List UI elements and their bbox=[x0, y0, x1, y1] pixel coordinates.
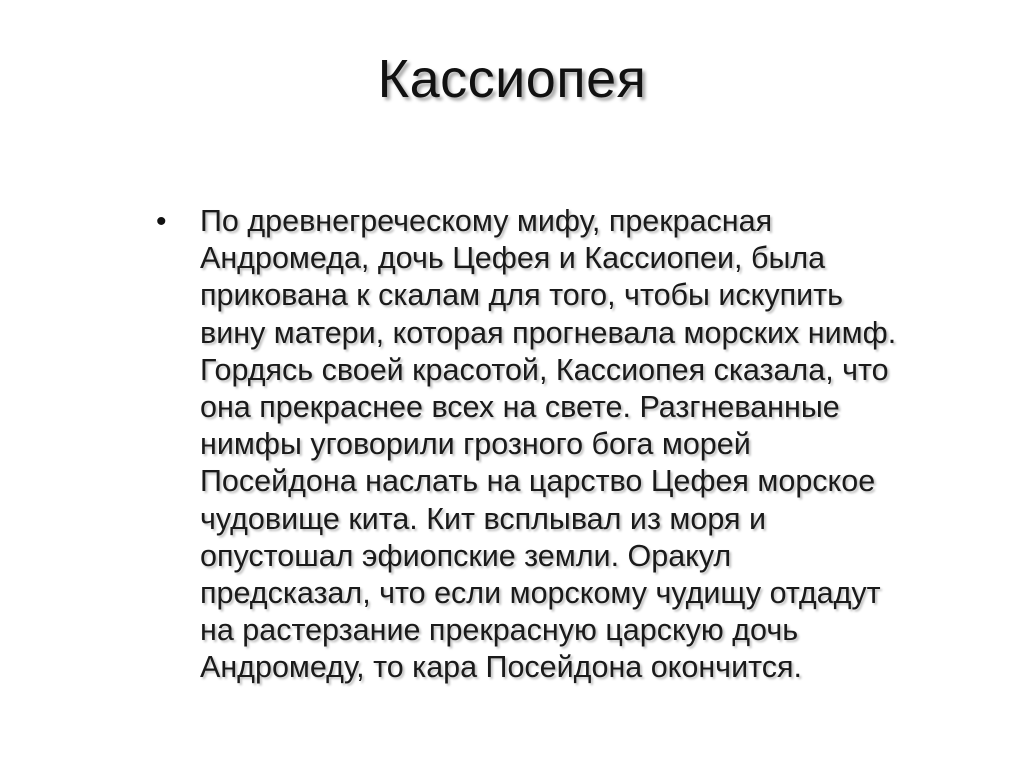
text-line: нимфы уговорили грозного бога морей bbox=[200, 427, 751, 462]
slide-title: Кассиопея bbox=[377, 49, 647, 109]
text-line: она прекраснее всех на свете. Разгневанные bbox=[200, 390, 840, 425]
text-line: По древнегреческому мифу, прекрасная bbox=[200, 204, 773, 238]
bullet-text bbox=[200, 203, 966, 687]
text-line: предсказал, что если морскому чудищу отдадут bbox=[200, 576, 881, 611]
text-line: чудовище кита. Кит всплывал из моря и bbox=[200, 501, 766, 536]
text-line: прикована к скалам для того, чтобы искупить bbox=[200, 278, 844, 313]
bullet-list bbox=[156, 203, 966, 687]
text-line: Андромеда, дочь Цефея и Кассиопеи, была bbox=[200, 241, 826, 276]
text-line: вину матери, которая прогневала морских нимф. bbox=[200, 315, 897, 350]
text-line: на растерзание прекрасную царскую дочь bbox=[200, 613, 799, 648]
text-line: Посейдона наслать на царство Цефея морское bbox=[200, 464, 876, 499]
text-line: Гордясь своей красотой, Кассиопея сказала, что bbox=[200, 352, 889, 387]
text-line: Андромеду, то кара Посейдона окончится. bbox=[200, 650, 802, 685]
bullet-marker: • bbox=[156, 205, 167, 238]
bullet-item bbox=[156, 203, 966, 687]
text-line: опустошал эфиопские земли. Оракул bbox=[200, 538, 732, 573]
